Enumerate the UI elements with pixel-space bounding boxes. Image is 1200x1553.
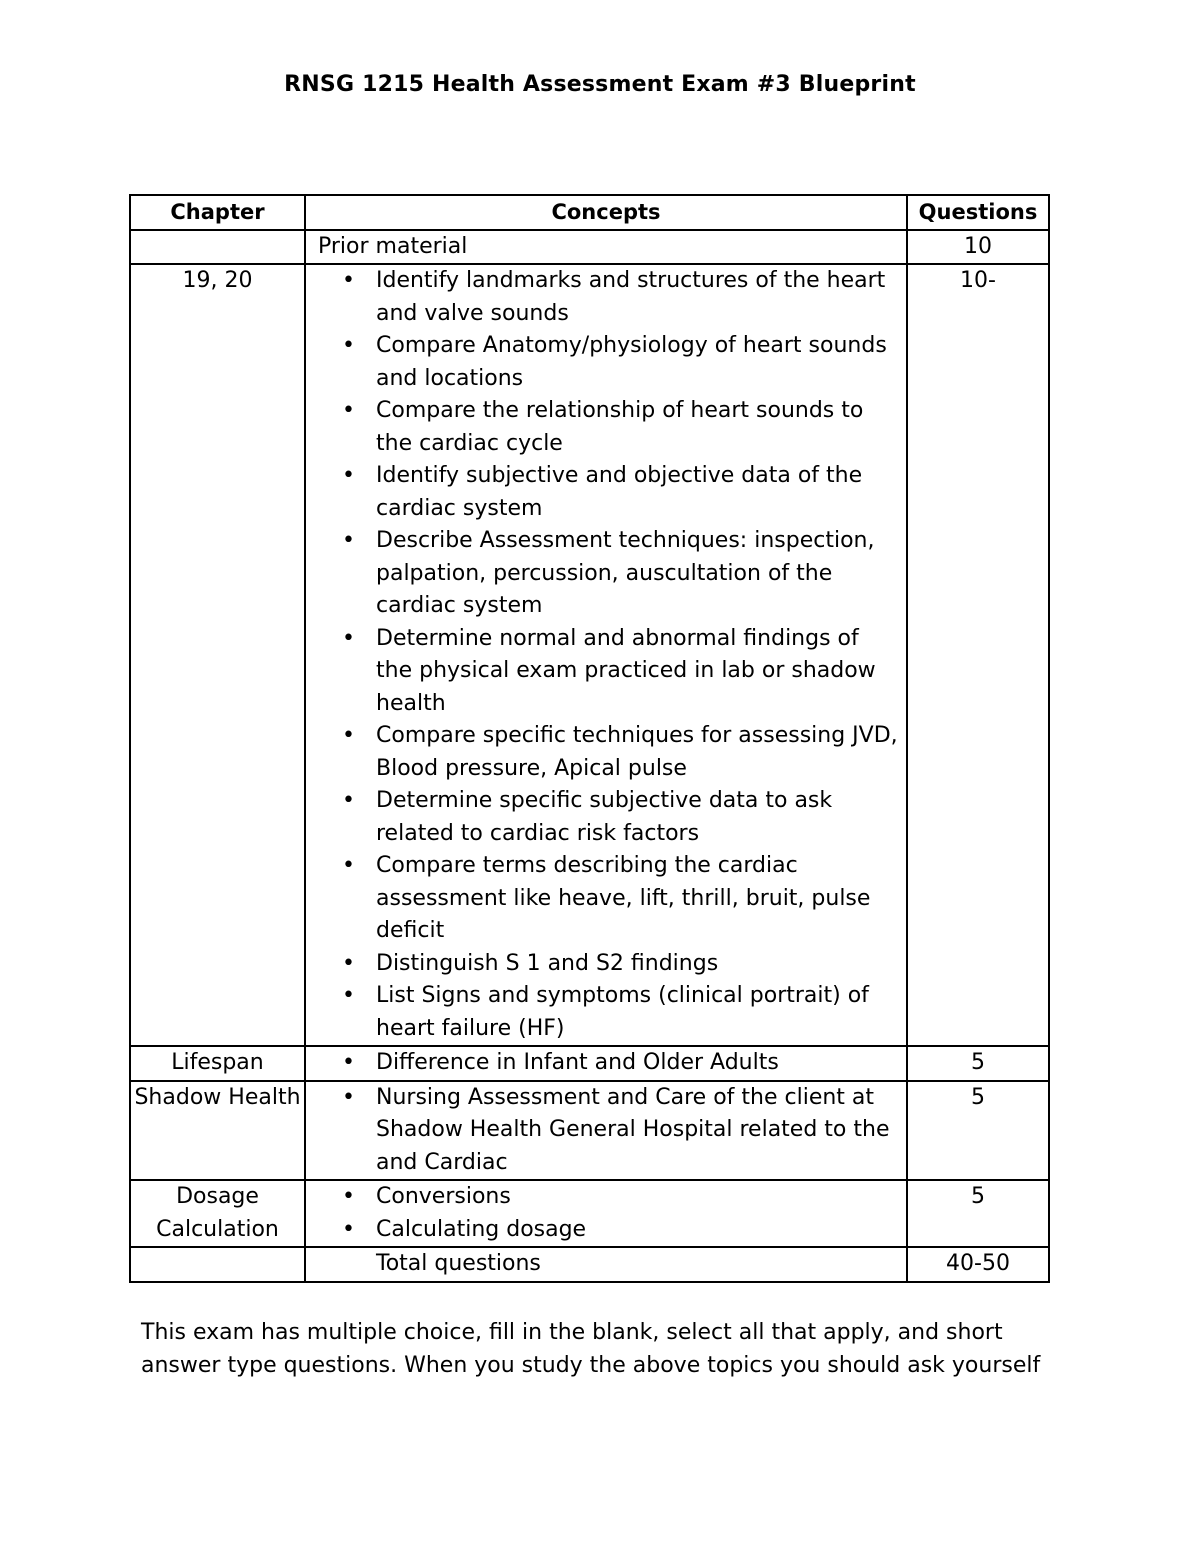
total-questions-label: Total questions [376, 1251, 541, 1276]
concepts-cell [305, 230, 907, 265]
header-questions: Questions [907, 195, 1049, 230]
concept-item: • Identify subjective and objective data of the cardiac system [306, 460, 906, 525]
questions-cell: 5 [907, 1046, 1049, 1081]
concept-item: • Describe Assessment techniques: inspection, palpation, percussion, auscultation of the cardiac system [306, 525, 906, 623]
questions-cell: 5 [907, 1081, 1049, 1181]
concepts-cell [305, 264, 907, 1046]
concepts-cell [305, 1081, 907, 1181]
questions-cell: 5 [907, 1180, 1049, 1247]
table-row [130, 1247, 1049, 1282]
header-chapter: Chapter [130, 195, 305, 230]
chapter-cell: Lifespan [130, 1046, 305, 1081]
table-row [130, 1046, 1049, 1081]
concept-list [306, 1082, 906, 1180]
concept-item: • Conversions [306, 1181, 906, 1214]
prior-material-text: Prior material [318, 233, 468, 259]
header-concepts: Concepts [305, 195, 907, 230]
chapter-cell [130, 1247, 305, 1282]
concepts-cell [305, 1046, 907, 1081]
questions-cell: 40-50 [907, 1247, 1049, 1282]
chapter-cell: 19, 20 [130, 264, 305, 1046]
concept-item: • Identify landmarks and structures of the heart and valve sounds [306, 265, 906, 330]
questions-cell: 10- [907, 264, 1049, 1046]
concept-list [306, 265, 906, 1045]
concept-item: • Calculating dosage [306, 1214, 906, 1247]
table-row [130, 1081, 1049, 1181]
concept-list [306, 1047, 906, 1080]
concept-item: • Difference in Infant and Older Adults [306, 1047, 906, 1080]
table-row [130, 264, 1049, 1046]
concept-item: • Distinguish S 1 and S2 findings [306, 948, 906, 981]
chapter-cell: Shadow Health [130, 1081, 305, 1181]
concept-item: • Compare the relationship of heart sounds to the cardiac cycle [306, 395, 906, 460]
questions-cell: 10 [907, 230, 1049, 265]
table-row [130, 230, 1049, 265]
concept-item: • List Signs and symptoms (clinical portrait) of heart failure (HF) [306, 980, 906, 1045]
concept-item: • Nursing Assessment and Care of the client at Shadow Health General Hospital related to the and Cardiac [306, 1082, 906, 1180]
concept-item: • Compare specific techniques for assessing JVD, Blood pressure, Apical pulse [306, 720, 906, 785]
concepts-cell [305, 1180, 907, 1247]
concept-item: • Determine specific subjective data to ask related to cardiac risk factors [306, 785, 906, 850]
chapter-cell [130, 230, 305, 265]
exam-note-paragraph: This exam has multiple choice, fill in the blank, select all that apply, and short answer type questions. When you study the above topics you should ask yourself [141, 1320, 1041, 1378]
table-body [130, 230, 1049, 1282]
blueprint-table [129, 194, 1050, 1283]
concept-item: • Compare terms describing the cardiac assessment like heave, lift, thrill, bruit, pulse deficit [306, 850, 906, 948]
concept-item: • Determine normal and abnormal findings of the physical exam practiced in lab or shadow health [306, 623, 906, 721]
concepts-cell [305, 1247, 907, 1282]
chapter-cell: Dosage Calculation [130, 1180, 305, 1247]
table-row [130, 1180, 1049, 1247]
table-header-row [130, 195, 1049, 230]
document-title: RNSG 1215 Health Assessment Exam #3 Blueprint [284, 72, 916, 97]
concept-list [306, 1181, 906, 1246]
concept-item: • Compare Anatomy/physiology of heart sounds and locations [306, 330, 906, 395]
